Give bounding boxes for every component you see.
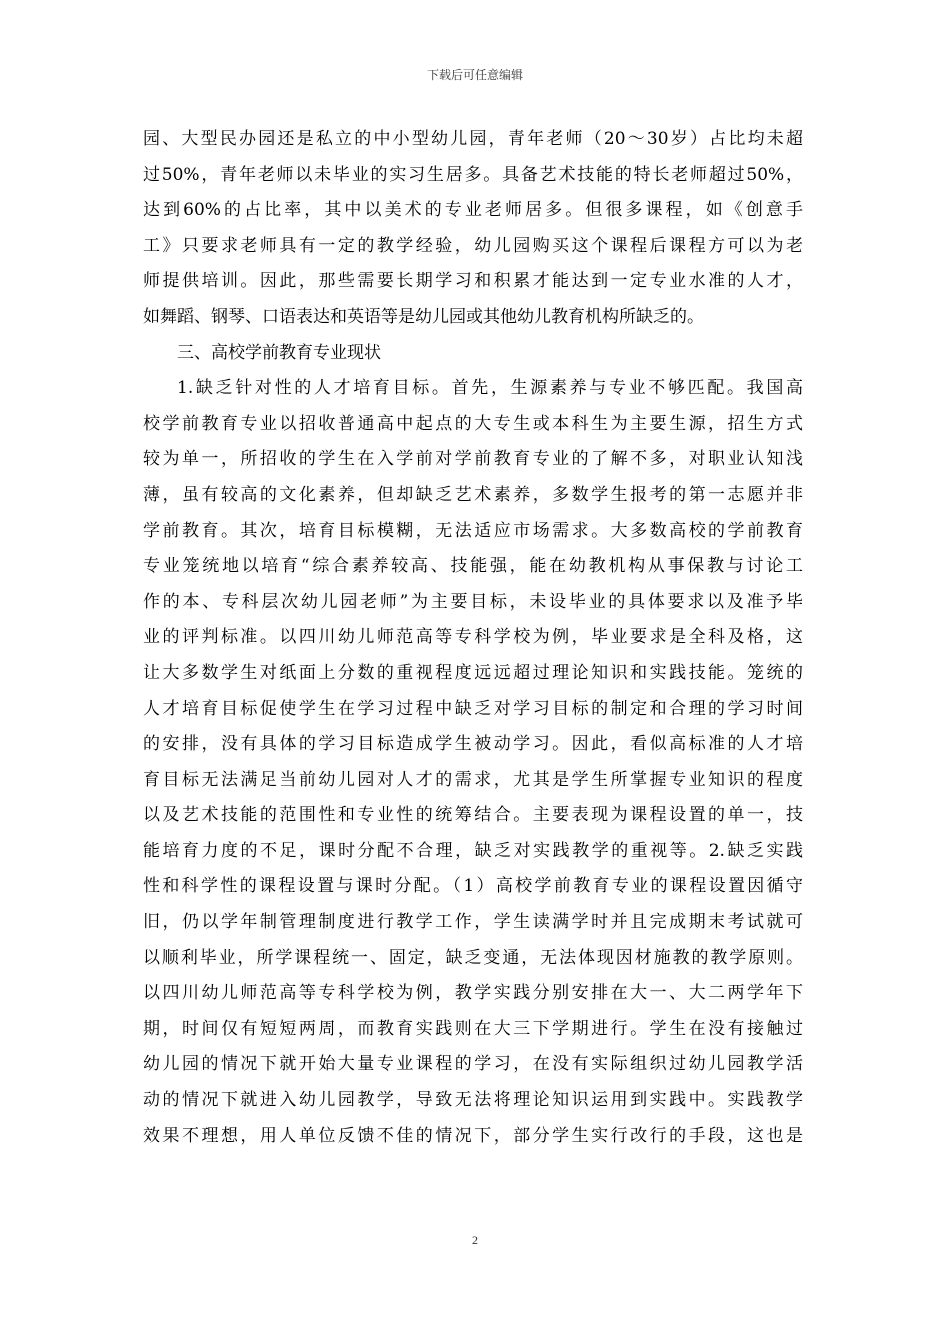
paragraph-line: 期，时间仅有短短两周，而教育实践则在大三下学期进行。学生在没有接触过 [143,1018,803,1039]
paragraph-line: 1.缺乏针对性的人才培育目标。首先，生源素养与专业不够匹配。我国高 [177,378,803,399]
paragraph-line: 业的评判标准。以四川幼儿师范高等专科学校为例，毕业要求是全科及格，这 [143,627,803,648]
paragraph-line: 专业笼统地以培育“综合素养较高、技能强，能在幼教机构从事保教与讨论工 [143,556,803,577]
paragraph-line: 效果不理想，用人单位反馈不佳的情况下，部分学生实行改行的手段，这也是 [143,1125,803,1146]
paragraph-line: 旧，仍以学年制管理制度进行教学工作，学生读满学时并且完成期末考试就可 [143,912,803,933]
paragraph-line: 较为单一，所招收的学生在入学前对学前教育专业的了解不多，对职业认知浅 [143,449,803,470]
section-heading: 三、高校学前教育专业现状 [177,342,381,363]
paragraph-line: 人才培育目标促使学生在学习过程中缺乏对学习目标的制定和合理的学习时间 [143,698,803,719]
paragraph-line: 学前教育。其次，培育目标模糊，无法适应市场需求。大多数高校的学前教育 [143,520,803,541]
paragraph-line: 如舞蹈、钢琴、口语表达和英语等是幼儿园或其他幼儿教育机构所缺乏的。 [143,306,704,327]
paragraph-line: 性和科学性的课程设置与课时分配。（1）高校学前教育专业的课程设置因循守 [143,876,803,897]
paragraph-line: 育目标无法满足当前幼儿园对人才的需求，尤其是学生所掌握专业知识的程度 [143,769,803,790]
paragraph-line: 师提供培训。因此，那些需要长期学习和积累才能达到一定专业水准的人才， [143,271,803,292]
paragraph-line: 工》只要求老师具有一定的教学经验，幼儿园购买这个课程后课程方可以为老 [143,235,803,256]
paragraph-line: 过50%，青年老师以未毕业的实习生居多。具备艺术技能的特长老师超过50%， [143,164,803,185]
paragraph-line: 的安排，没有具体的学习目标造成学生被动学习。因此，看似高标准的人才培 [143,734,803,755]
paragraph-line: 薄，虽有较高的文化素养，但却缺乏艺术素养，多数学生报考的第一志愿并非 [143,484,803,505]
paragraph-line: 园、大型民办园还是私立的中小型幼儿园，青年老师（20～30岁）占比均未超 [143,129,803,149]
paragraph-line: 幼儿园的情况下就开始大量专业课程的学习，在没有实际组织过幼儿园教学活 [143,1054,803,1075]
document-body [143,122,803,1154]
page-number: 2 [472,1233,478,1247]
paragraph-line: 作的本、专科层次幼儿园老师”为主要目标，未设毕业的具体要求以及准予毕 [143,591,803,612]
paragraph-line: 以四川幼儿师范高等专科学校为例，教学实践分别安排在大一、大二两学年下 [143,983,803,1004]
paragraph-line: 动的情况下就进入幼儿园教学，导致无法将理论知识运用到实践中。实践教学 [143,1090,803,1111]
page-header: 下载后可任意编辑 [426,68,523,82]
paragraph-line: 校学前教育专业以招收普通高中起点的大专生或本科生为主要生源，招生方式 [143,413,803,434]
paragraph-line: 让大多数学生对纸面上分数的重视程度远远超过理论知识和实践技能。笼统的 [143,662,803,683]
paragraph-line: 以顺利毕业，所学课程统一、固定，缺乏变通，无法体现因材施教的教学原则。 [143,947,803,968]
paragraph-line: 达到60%的占比率，其中以美术的专业老师居多。但很多课程，如《创意手 [143,200,803,221]
paragraph-line: 以及艺术技能的范围性和专业性的统筹结合。主要表现为课程设置的单一，技 [143,805,803,826]
paragraph-line: 能培育力度的不足，课时分配不合理，缺乏对实践教学的重视等。2.缺乏实践 [143,840,803,861]
